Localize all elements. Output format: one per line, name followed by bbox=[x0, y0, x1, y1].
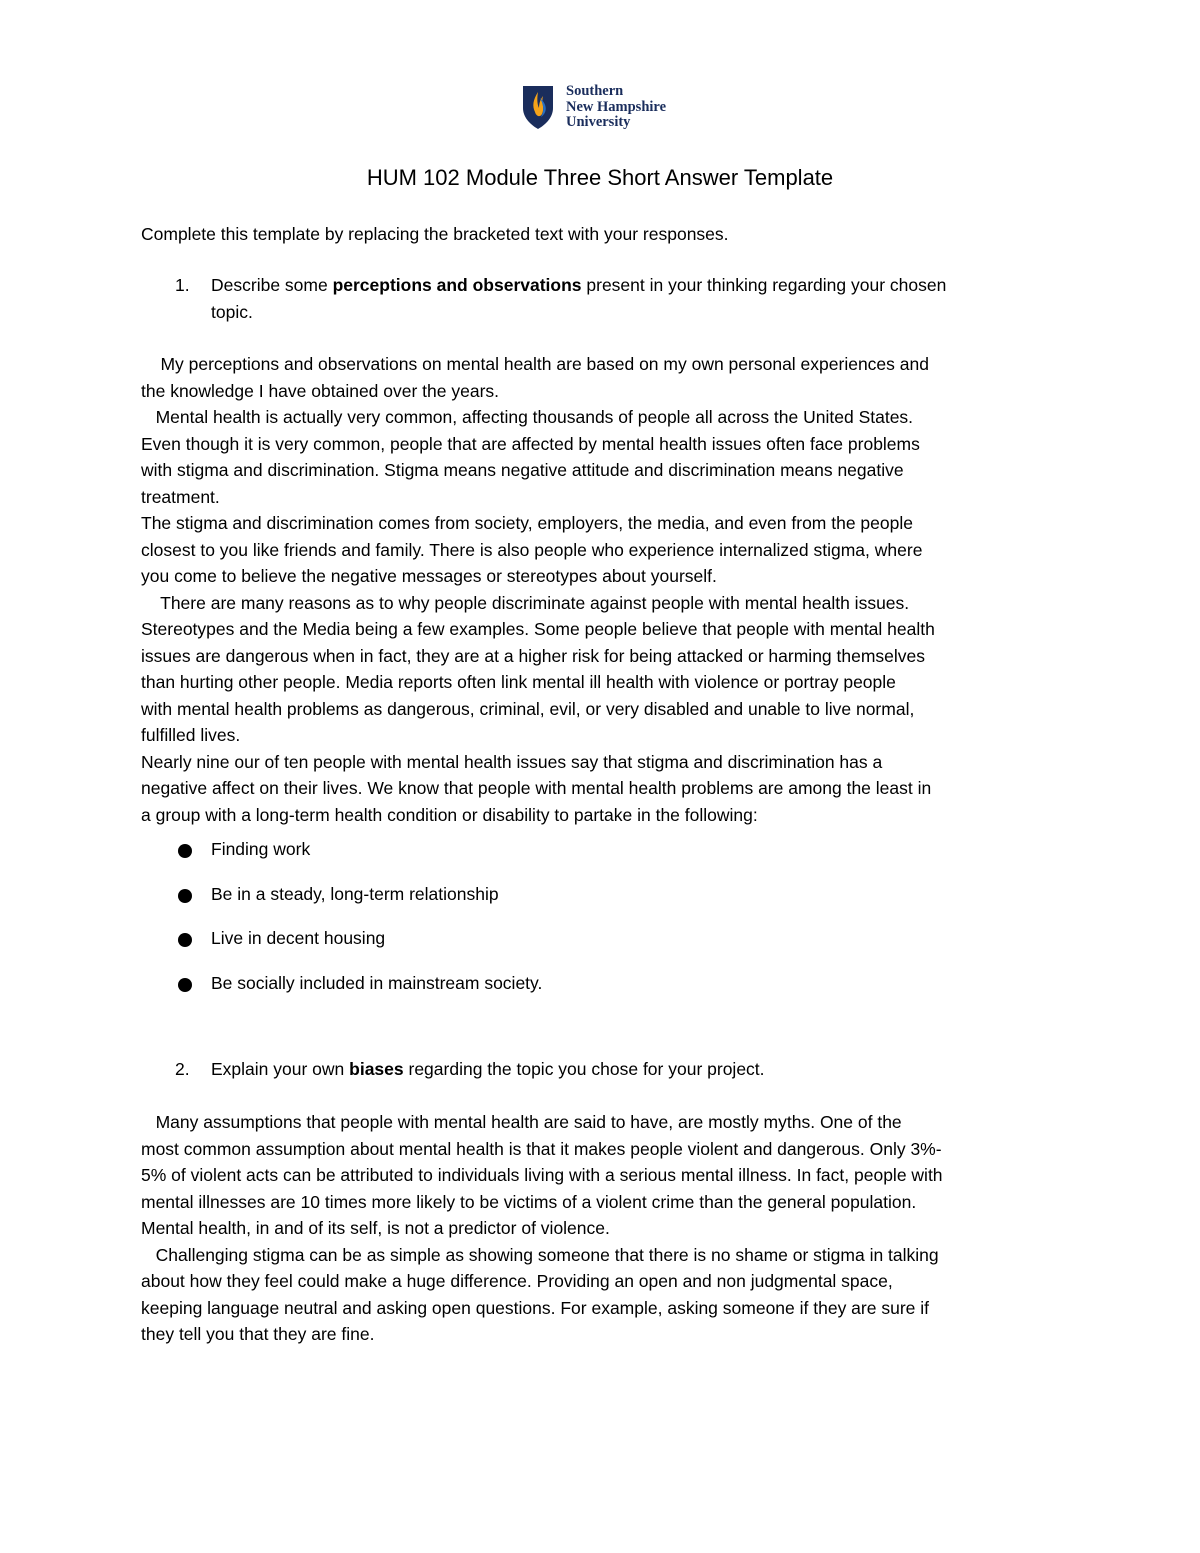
answer-line: 5% of violent acts can be attributed to individuals living with a serious mental illness. In fact, people with bbox=[141, 1165, 943, 1185]
bullet-icon bbox=[178, 933, 192, 947]
answer-line: than hurting other people. Media reports often link mental ill health with violence or portray people bbox=[141, 672, 896, 692]
answer-line: negative affect on their lives. We know that people with mental health problems are among the least in bbox=[141, 778, 932, 798]
list-item bbox=[141, 881, 1041, 926]
answer-2 bbox=[141, 1109, 1061, 1348]
question-text-line2: topic. bbox=[211, 301, 253, 322]
list-item-text: Be in a steady, long-term relationship bbox=[211, 883, 499, 904]
answer-line: a group with a long-term health condition or disability to partake in the following: bbox=[141, 804, 758, 825]
answer-line: Challenging stigma can be as simple as showing someone that there is no shame or stigma in talking bbox=[141, 1244, 939, 1265]
question-1 bbox=[141, 272, 1041, 326]
logo-line: New Hampshire bbox=[566, 98, 667, 115]
list-item-text: Live in decent housing bbox=[211, 928, 386, 948]
question-text-start: Explain your own bbox=[211, 1059, 350, 1079]
answer-line: Even though it is very common, people that are affected by mental health issues often face problems bbox=[141, 433, 920, 454]
answer-line: Many assumptions that people with mental health are said to have, are mostly myths. One of the bbox=[141, 1112, 902, 1132]
list-item-text: Be socially included in mainstream society. bbox=[211, 972, 543, 993]
answer-line: mental illnesses are 10 times more likely to be victims of a violent crime than the general population. bbox=[141, 1191, 917, 1212]
question-text-end: present in your thinking regarding your chosen bbox=[581, 275, 947, 295]
intro-text: Complete this template by replacing the bracketed text with your responses. bbox=[141, 224, 729, 244]
question-number: 1. bbox=[175, 275, 190, 295]
question-keyword: perceptions and observations bbox=[332, 275, 582, 295]
answer-line: they tell you that they are fine. bbox=[141, 1324, 375, 1344]
answer-line: Mental health, in and of its self, is not a predictor of violence. bbox=[141, 1218, 610, 1238]
question-text bbox=[211, 1056, 1041, 1083]
answer-line: about how they feel could make a huge difference. Providing an open and non judgmental space, bbox=[141, 1271, 893, 1291]
answer-line: closest to you like friends and family. There is also people who experience internalized stigma, where bbox=[141, 539, 923, 560]
answer-line: fulfilled lives. bbox=[141, 725, 241, 745]
question-text-start: Describe some bbox=[211, 275, 333, 295]
answer-line: with stigma and discrimination. Stigma means negative attitude and discrimination means negative bbox=[141, 460, 904, 480]
answer-line: with mental health problems as dangerous, criminal, evil, or very disabled and unable to live normal, bbox=[141, 698, 915, 719]
answer-line: issues are dangerous when in fact, they are at a higher risk for being attacked or harming themselves bbox=[141, 645, 926, 666]
bullet-list bbox=[141, 836, 1041, 1014]
answer-line: My perceptions and observations on mental health are based on my own personal experiences and bbox=[141, 354, 929, 374]
answer-line: treatment. bbox=[141, 486, 220, 507]
answer-line: keeping language neutral and asking open questions. For example, asking someone if they are sure if bbox=[141, 1297, 929, 1318]
question-text-end: regarding the topic you chose for your project. bbox=[403, 1059, 765, 1079]
question-number: 2. bbox=[175, 1059, 190, 1079]
answer-line: Nearly nine our of ten people with mental health issues say that stigma and discrimination has a bbox=[141, 751, 883, 772]
list-item bbox=[141, 970, 1041, 1015]
bullet-icon bbox=[178, 978, 192, 992]
logo-wordmark bbox=[566, 84, 666, 131]
bullet-icon bbox=[178, 889, 192, 903]
answer-line: Mental health is actually very common, affecting thousands of people all across the United States. bbox=[141, 407, 914, 427]
question-text bbox=[211, 272, 1041, 325]
document-title: HUM 102 Module Three Short Answer Template bbox=[366, 165, 834, 190]
list-item-text: Finding work bbox=[211, 839, 311, 859]
university-logo bbox=[521, 84, 691, 134]
question-keyword: biases bbox=[349, 1059, 404, 1079]
answer-line: Stereotypes and the Media being a few examples. Some people believe that people with mental health bbox=[141, 619, 935, 639]
logo-line: University bbox=[566, 114, 631, 130]
bullet-icon bbox=[178, 844, 192, 858]
shield-flame-icon bbox=[521, 84, 555, 130]
answer-line: The stigma and discrimination comes from society, employers, the media, and even from the people bbox=[141, 513, 913, 533]
logo-line: Southern bbox=[566, 83, 624, 99]
answer-line: the knowledge I have obtained over the years. bbox=[141, 380, 500, 401]
list-item bbox=[141, 836, 1041, 881]
answer-line: There are many reasons as to why people discriminate against people with mental health issues. bbox=[141, 592, 910, 613]
answer-line: most common assumption about mental health is that it makes people violent and dangerous. Only 3%- bbox=[141, 1138, 942, 1159]
question-2 bbox=[141, 1056, 1041, 1084]
list-item bbox=[141, 925, 1041, 970]
answer-1 bbox=[141, 351, 1061, 828]
answer-line: you come to believe the negative messages or stereotypes about yourself. bbox=[141, 566, 717, 586]
